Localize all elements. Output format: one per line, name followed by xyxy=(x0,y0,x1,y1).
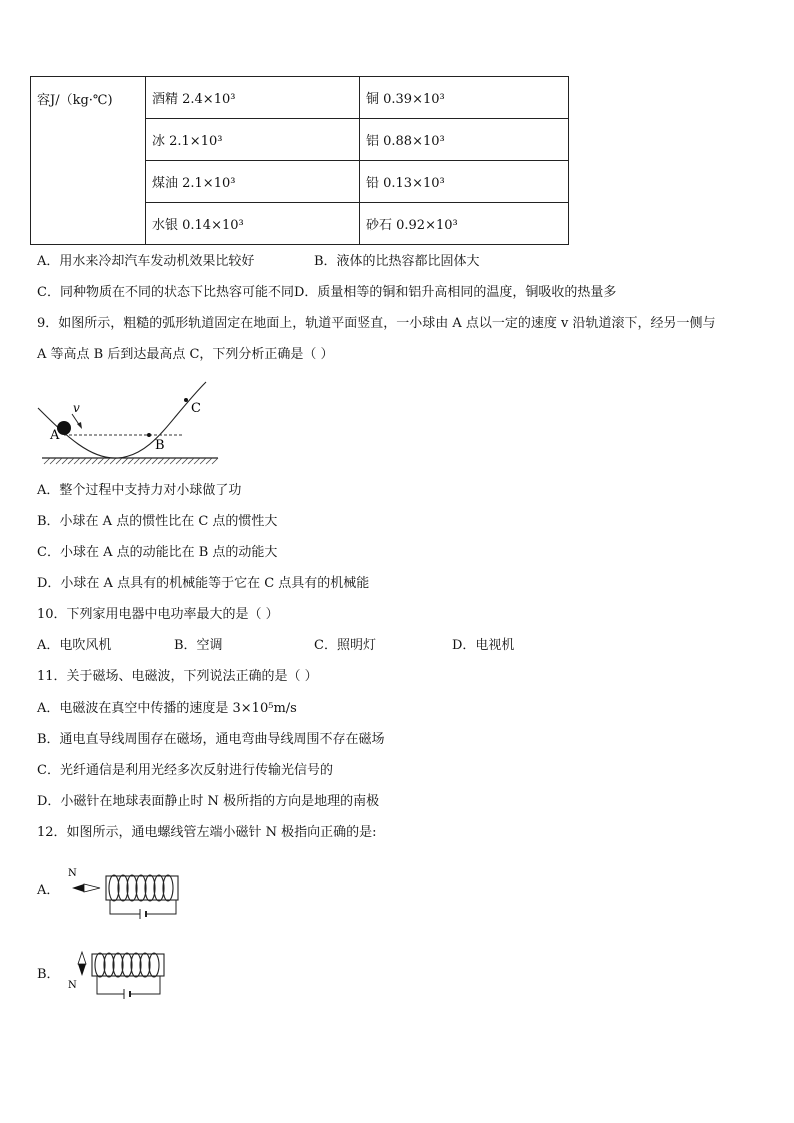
solenoid-core xyxy=(106,876,178,900)
table-cell: 铜 0.39×10³ xyxy=(360,77,569,119)
compass-needle xyxy=(78,952,86,964)
point-b xyxy=(147,433,151,437)
q11-option-b: B．通电直导线周围存在磁场，通电弯曲导线周围不存在磁场 xyxy=(37,732,385,747)
q10-option-b: B．空调 xyxy=(174,638,223,653)
table-header-cell: 容J/（kg·℃) xyxy=(31,77,146,245)
table-cell: 铅 0.13×10³ xyxy=(360,161,569,203)
label-b: B xyxy=(155,438,165,453)
q9-option-d: D．小球在 A 点具有的机械能等于它在 C 点具有的机械能 xyxy=(37,576,370,591)
table-cell: 酒精 2.4×10³ xyxy=(146,77,360,119)
table-cell: 水银 0.14×10³ xyxy=(146,203,360,245)
q9-stem-line-2: A 等高点 B 后到达最高点 C，下列分析正确是（ ） xyxy=(37,347,334,362)
q11-stem: 11．关于磁场、电磁波，下列说法正确的是（ ） xyxy=(37,669,318,684)
q11-option-d: D．小磁针在地球表面静止时 N 极所指的方向是地理的南极 xyxy=(37,794,380,809)
q8-option-a: A．用水来冷却汽车发动机效果比较好 xyxy=(37,254,255,269)
track-diagram xyxy=(36,376,226,468)
q10-option-d: D．电视机 xyxy=(452,638,515,653)
label-a: A xyxy=(50,428,60,443)
q9-stem-line-1: 9．如图所示，粗糙的弧形轨道固定在地面上，轨道平面竖直，一小球由 A 点以一定的速度 v 沿轨道滚下，经另一侧与 xyxy=(37,316,716,331)
q9-option-a: A．整个过程中支持力对小球做了功 xyxy=(37,483,242,498)
specific-heat-table xyxy=(30,76,569,245)
q12-stem: 12．如图所示，通电螺线管左端小磁针 N 极指向正确的是: xyxy=(37,825,377,840)
compass-needle xyxy=(72,884,84,892)
q10-stem: 10．下列家用电器中电功率最大的是（ ） xyxy=(37,607,279,622)
solenoid-diagram-b xyxy=(64,944,184,1000)
q11-option-c: C．光纤通信是利用光经多次反射进行传输光信号的 xyxy=(37,763,333,778)
label-v: v xyxy=(73,401,80,415)
table-cell: 冰 2.1×10³ xyxy=(146,119,360,161)
table-cell: 铝 0.88×10³ xyxy=(360,119,569,161)
q12-option-b-label: B． xyxy=(37,967,60,982)
solenoid-core xyxy=(92,954,164,976)
q8-option-cd: C．同种物质在不同的状态下比热容可能不同D．质量相等的铜和铝升高相同的温度，铜吸收的热量多 xyxy=(37,285,617,300)
table-cell: 砂石 0.92×10³ xyxy=(360,203,569,245)
q9-option-b: B．小球在 A 点的惯性比在 C 点的惯性大 xyxy=(37,514,278,529)
arc-track xyxy=(38,382,206,458)
solenoid-diagram-a xyxy=(64,864,184,920)
needle-n-label: N xyxy=(68,980,77,991)
needle-n-label: N xyxy=(68,868,77,879)
q10-option-c: C．照明灯 xyxy=(314,638,376,653)
q12-option-a-label: A． xyxy=(37,883,60,898)
point-c xyxy=(184,398,188,402)
q11-option-a: A．电磁波在真空中传播的速度是 3×10⁵m/s xyxy=(37,701,297,716)
q10-option-a: A．电吹风机 xyxy=(37,638,112,653)
table-cell: 煤油 2.1×10³ xyxy=(146,161,360,203)
q9-option-c: C．小球在 A 点的动能比在 B 点的动能大 xyxy=(37,545,278,560)
q8-option-b: B．液体的比热容都比固体大 xyxy=(314,254,480,269)
label-c: C xyxy=(191,401,201,416)
